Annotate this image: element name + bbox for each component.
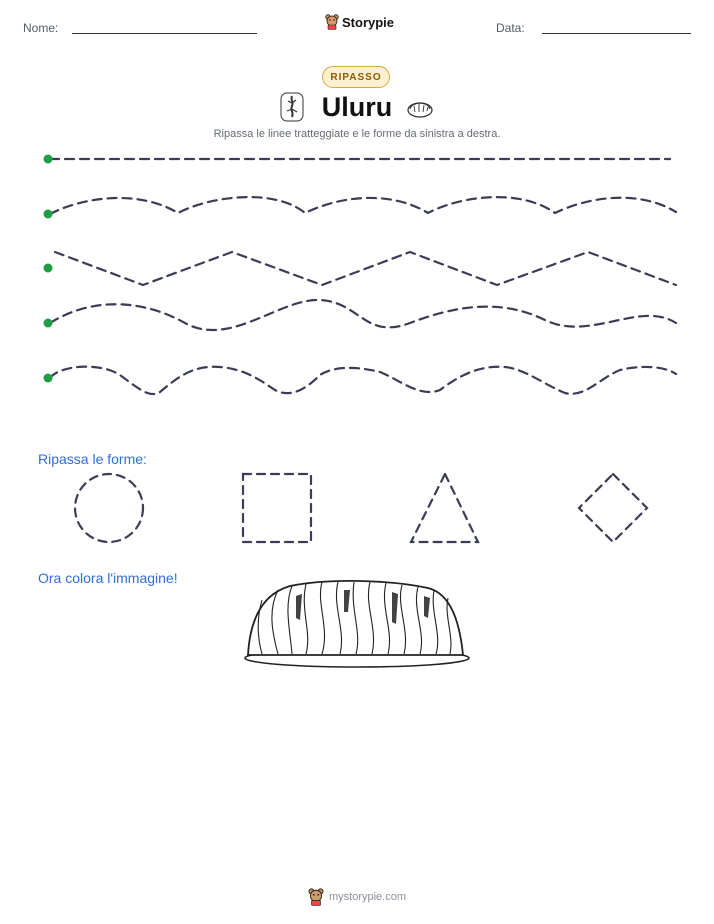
tracing-line-bumpy-wave bbox=[50, 367, 676, 394]
start-dot bbox=[44, 374, 53, 383]
instructions-text: Ripassa le linee tratteggiate e le forme da sinistra a destra. bbox=[213, 128, 501, 140]
page-title: Uluru bbox=[321, 92, 393, 122]
tracing-line-zigzag bbox=[55, 252, 676, 285]
footer bbox=[0, 888, 714, 906]
shape-triangle bbox=[411, 474, 478, 542]
shapes-heading: Ripassa le forme: bbox=[38, 451, 147, 467]
start-dot bbox=[44, 264, 53, 273]
start-dot bbox=[44, 319, 53, 328]
footer-url[interactable]: mystorypie.com bbox=[328, 891, 407, 903]
start-dot bbox=[44, 155, 53, 164]
date-label: Data: bbox=[496, 21, 525, 35]
brand-logo bbox=[325, 14, 394, 30]
bear-mascot-icon bbox=[325, 14, 339, 30]
bear-mascot-icon bbox=[308, 888, 324, 906]
shape-diamond bbox=[579, 474, 647, 542]
coloring-heading: Ora colora l'immagine! bbox=[38, 570, 178, 586]
tracing-lines bbox=[0, 145, 714, 405]
review-badge: RIPASSO bbox=[322, 66, 390, 88]
uluru-rock-illustration bbox=[240, 578, 472, 672]
name-field[interactable] bbox=[72, 33, 257, 34]
brand-name: Storypie bbox=[342, 14, 395, 30]
rock-icon bbox=[406, 97, 434, 119]
tracing-shapes bbox=[0, 466, 714, 550]
name-label: Nome: bbox=[23, 21, 59, 35]
tracing-line-gentle-wave bbox=[50, 197, 676, 214]
shape-square bbox=[243, 474, 311, 542]
start-dot bbox=[44, 210, 53, 219]
tracing-line-wave bbox=[50, 300, 676, 330]
shape-circle bbox=[75, 474, 143, 542]
date-field[interactable] bbox=[542, 33, 691, 34]
